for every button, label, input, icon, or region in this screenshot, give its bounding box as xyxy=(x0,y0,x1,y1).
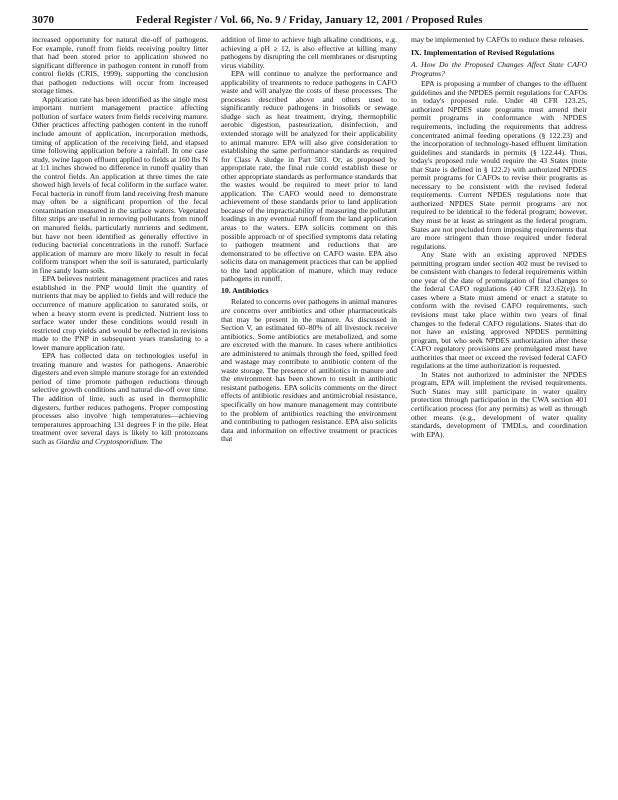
column-3 xyxy=(411,36,587,439)
subsection-heading: A. How Do the Proposed Changes Affect State CAFO Programs? xyxy=(411,60,587,78)
paragraph: increased opportunity for natural die-off of pathogens. For example, runoff from fields receiving poultry litter that had been stored prior to application showed no significant difference in pathogen content in runoff from control fields (CRIS, 1999), supporting the conclusion that pathogen reductions will occur from increased storage times. xyxy=(32,35,208,96)
paragraph: In States not authorized to administer the NPDES program, EPA will implement the revised requirements. Such States may still participate in water quality protection through participation in the CWA section 401 certification process (for any permits) as well as through other means (e.g., development of water quality standards, development of TMDLs, and coordination with EPA). xyxy=(411,369,587,439)
paragraph: Any State with an existing approved NPDES permitting program under section 402 must be revised to be consistent with changes to federal requirements within one year of the date of promulgation of final changes to the federal CAFO regulations (40 CFR 123.62(e)). In cases where a State must amend or enact a statute to conform with the revised CAFO requirements, such revisions must take place within two years of final changes to the federal CAFO regulations. States that do not have an existing approved NPDES permitting program, but who seek NPDES authorization after these CAFO regulatory provisions are promulgated must have authorities that meet or exceed the revised federal CAFO regulations at the time authorization is requested. xyxy=(411,250,587,371)
paragraph: addition of lime to achieve high alkaline conditions, e.g. achieving a pH ≥ 12, is also effective at killing many pathogens by disrupting the cell membranes or disrupting virus viability. xyxy=(221,35,397,70)
column-1 xyxy=(32,36,208,446)
paragraph: may be implemented by CAFOs to reduce these releases. xyxy=(411,35,585,44)
page-header xyxy=(32,13,588,30)
paragraph: Related to concerns over pathogens in animal manures are concerns over antibiotics and other pharmaceuticals that may be present in the manure. As discussed in Section V, an estimated 60–80% of all livestock receive antibiotics. Some antibiotics are metabolized, and some are excreted with the manure. In cases where antibiotics are administered to animals through the feed, spilled feed and wastage may contribute to antibiotic content of the waste storage. The presence of antibiotics in manure and the environment has been shown to result in antibiotic resistant pathogens. EPA solicits comments on the direct effects of antibiotic residues and antimicrobial resistance, specifically on how manure management may contribute to the problem of antibiotics reaching the environment and contributing to pathogen resistance. EPA also solicits data and information on effective treatment or practices that xyxy=(221,297,397,444)
running-title: Federal Register / Vol. 66, No. 9 / Friday, January 12, 2001 / Proposed Rules xyxy=(136,15,483,26)
section-heading: 10. Antibiotics xyxy=(221,285,269,295)
page-number: 3070 xyxy=(32,14,54,26)
paragraph-text-end: . The xyxy=(146,436,163,446)
paragraph-text: EPA has collected data on technologies useful in treating manure and wastes for pathogens. Anaerobic digesters and even simple manure storage for an extended period of time promote pathogen reductions through selective growth conditions and natural die-off over time. The addition of lime, such as used in thermophilic digesters, further reduces pathogens. Proper composting processes also involve high temperatures—achieving temperatures approaching 131 degrees F in the pile. Heat treatment over several days is likely to kill protozoans such as xyxy=(32,351,208,446)
paragraph: EPA is proposing a number of changes to the effluent guidelines and the NPDES permit regulations for CAFOs in today's proposed rule. Under 40 CFR 123.25, authorized NPDES state programs must amend their permit programs in conformance with NPDES requirements, including the requirements that address concentrated animal feeding operations (§ 122.23) and the incorporation of technology-based effluent limitation guidelines and standards in permits (§ 122.44). Thus, today's proposed rule would require the 43 States (note that State is defined in § 122.2) with authorized NPDES permit programs for CAFOs to revise their programs as necessary to be consistent with the revised federal requirements. Current NPDES regulations note that authorized NPDES State permit programs are not required to be identical to the federal program; however, they must be at least as stringent as the federal program. States are not precluded from imposing requirements that are more stringent than those required under federal regulations. xyxy=(411,79,587,251)
paragraph: EPA will continue to analyze the performance and applicability of treatments to reduce pathogens in CAFO waste and will analyze the costs of these processes. The processes described above and others used to significantly reduce pathogens in biosolids or sewage sludge such as heat treatment, drying, thermophilic aerobic digestion, pasteurization, disinfection, and extended storage will be analyzed for their applicability to animal manure. EPA will also give consideration to establishing the same performance standards as required for Class A sludge in Part 503. Or, as proposed by appropriate rate, the final rule could establish these or other appropriate standards as performance standards that the wastes would be required to meet prior to land application. The CAFO would need to demonstrate achievement of these standards prior to land application because of the impracticability of measuring the pollutant loadings in any eventual runoff from the land application areas to the waters. EPA solicits comment on this possible approach or of specified symptoms data relating to pathogen treatment and reductions that are demonstrated to be effective on CAFO waste. EPA also solicits data on management practices that can be applied to the land application of manure, which may reduce pathogens in runoff. xyxy=(221,69,397,284)
paragraph xyxy=(32,352,208,446)
paragraph: EPA believes nutrient management practices and rates established in the PNP would limit the quantity of nutrients that may be applied to fields and will reduce the occurrence of manure application to saturated soils, or when a heavy storm event is predicted. Nutrient loss to surface water under these conditions would result in restricted crop yields and would be reflected in revisions made to the PNP in subsequent years translating to a lower manure application rate. xyxy=(32,274,208,352)
organism-names: Giardia and Cryptosporidium xyxy=(56,436,147,446)
paragraph: Application rate has been identified as the single most important nutrient management practice affecting pollution of surface waters from fields receiving manure. Other practices affecting pathogen content in the runoff include amount of application, incorporation methods, timing of application of the receiving field, and elapsed time following application before a rainfall. In one case study, swine lagoon effluent applied to fields at 160 lbs N at 1:1 inches showed no difference in runoff quality than the control fields. An application at three times the rate showed high levels of fecal coliform in the surface water. Fecal bacteria in runoff from land receiving fresh manure may often be a significant proportion of the fecal contamination measured in the surface waters. Vegetated filter strips are useful in removing pollutants from runoff on manured fields, particularly nutrients and sediment, but have not been identified as generally effective in reducing bacterial concentrations in the runoff. Surface application of manure are more likely to result in fecal coliform transport when the soil is saturated, particularly in fine sandy loam soils. xyxy=(32,94,208,275)
column-2 xyxy=(221,36,397,444)
section-heading: IX. Implementation of Revised Regulations xyxy=(411,47,555,57)
